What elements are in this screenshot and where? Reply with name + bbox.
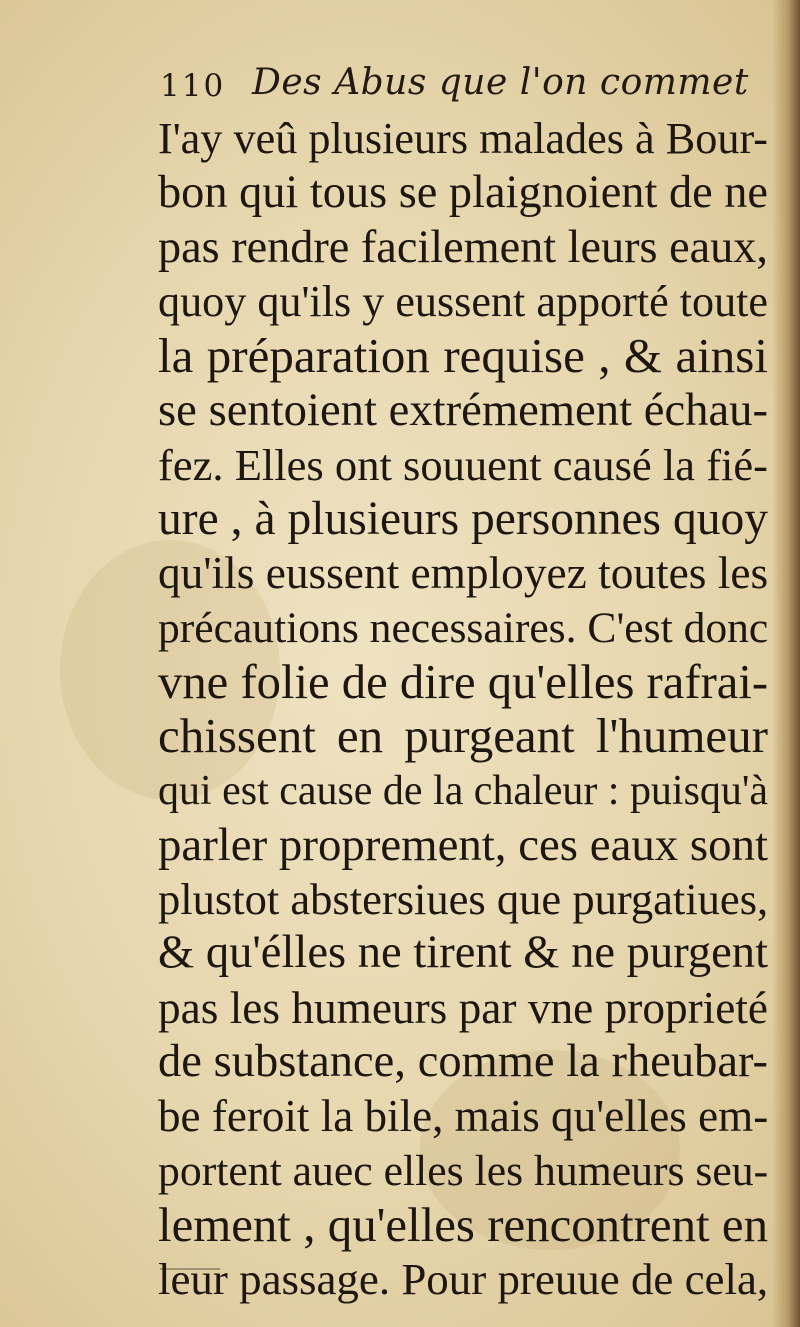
text-line: se sentoient extrémement échau- — [158, 384, 768, 437]
text-line: chissent en purgeant l'humeur — [158, 708, 768, 764]
text-line: I'ay veû plusieurs malades à Bour- — [158, 114, 768, 163]
text-line: pas rendre facilement leurs eaux, — [158, 221, 768, 273]
text-line: précautions necessaires. C'est donc — [158, 603, 769, 652]
text-line: plustot abstersiues que purgatiues, — [158, 874, 769, 925]
running-title: Des Abus que l'on commet — [252, 62, 749, 103]
text-line: lement , qu'elles rencontrent en — [158, 1196, 768, 1252]
text-line: leur passage. Pour preuue de cela, — [158, 1254, 769, 1305]
text-line: & qu'élles ne tirent & ne purgent — [158, 927, 768, 979]
text-line: la préparation requise , & ainsi — [158, 328, 768, 384]
text-line: qu'ils eussent employez toutes les — [158, 548, 769, 599]
text-line: ure , à plusieurs personnes quoy — [158, 493, 768, 546]
text-line: fez. Elles ont souuent causé la fié- — [158, 439, 768, 490]
print-mark — [160, 1268, 220, 1270]
text-line: portent auec elles les humeurs seu- — [158, 1146, 769, 1195]
body-text — [158, 112, 768, 1307]
page-number: 110 — [160, 68, 226, 104]
text-line: bon qui tous se plaignoient de ne — [158, 167, 768, 219]
text-line: be feroit la bile, mais qu'elles em- — [158, 1091, 769, 1142]
page-header — [160, 62, 760, 112]
text-line: pas les humeurs par vne proprieté — [158, 982, 768, 1033]
text-line: vne folie de dire qu'elles rafrai- — [158, 654, 769, 709]
page-gutter-shadow — [772, 0, 800, 1327]
text-line: qui est cause de la chaleur : puisqu'à — [158, 767, 769, 814]
text-line: quoy qu'ils y eussent apporté toute — [158, 276, 768, 326]
text-line: parler proprement, ces eaux sont — [158, 818, 768, 871]
text-line: de substance, comme la rheubar- — [158, 1036, 768, 1088]
